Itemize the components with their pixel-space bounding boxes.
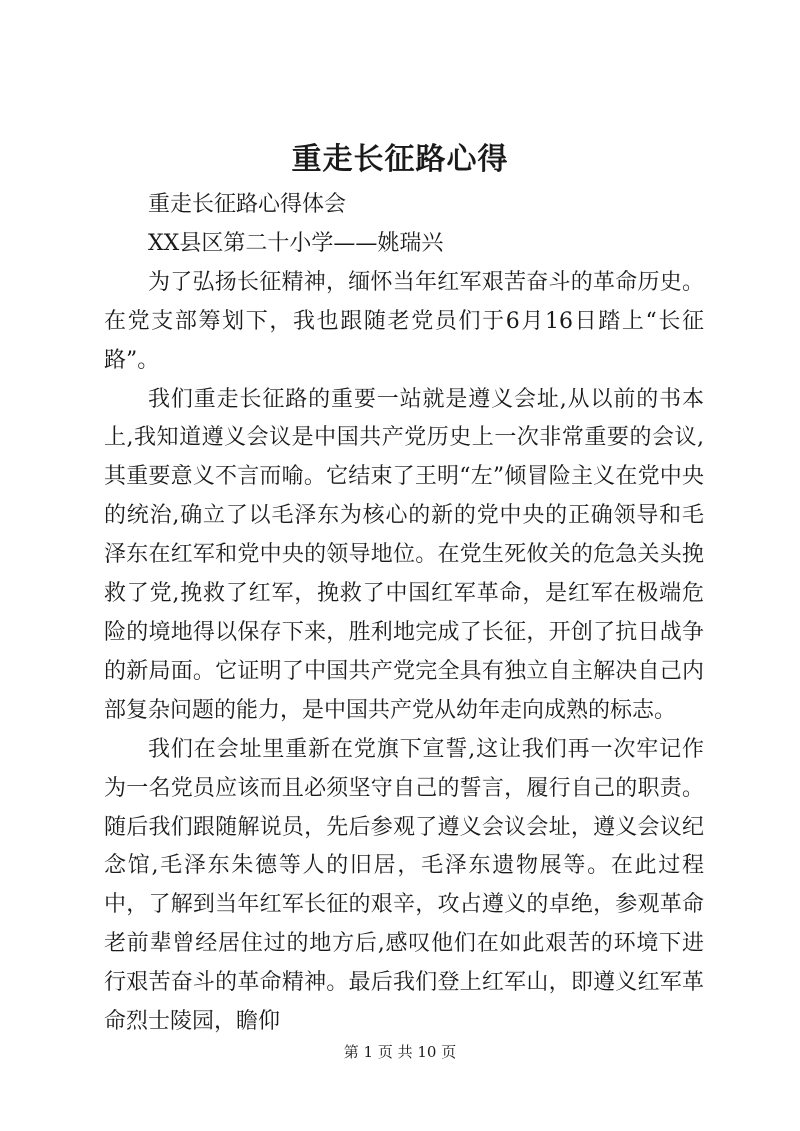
body-paragraph: 我们重走长征路的重要一站就是遵义会址,从以前的书本上,我知道遵义会议是中国共产党历史上一次非常重要的会议,其重要意义不言而喻。它结束了王明“左”倾冒险主义在党中央的统治,确立了以毛泽东为核心的新的党中央的正确领导和毛泽东在红军和党中央的领导地位。在党生死攸关的危急关头挽救了党,挽救了红军，挽救了中国红军革命，是红军在极端危险的境地得以保存下来，胜利地完成了长征，开创了抗日战争的新局面。它证明了中国共产党完全具有独立自主解决自己内部复杂问题的能力，是中国共产党从幼年走向成熟的标志。 <box>104 386 704 723</box>
author-paragraph: XX县区第二十小学——姚瑞兴 <box>148 230 444 256</box>
document-body <box>104 186 704 1042</box>
document-title: 重走长征路心得 <box>291 142 509 177</box>
body-paragraph: 我们在会址里重新在党旗下宣誓,这让我们再一次牢记作为一名党员应该而且必须坚守自己的誓言，履行自己的职责。随后我们跟随解说员，先后参观了遵义会议会址，遵义会议纪念馆,毛泽东朱德等人的旧居，毛泽东遗物展等。在此过程中，了解到当年红军长征的艰辛，攻占遵义的卓绝，参观革命老前辈曾经居住过的地方后,感叹他们在如此艰苦的环境下进行艰苦奋斗的革命精神。最后我们登上红军山，即遵义红军革命烈士陵园，瞻仰 <box>104 736 704 1035</box>
body-paragraph: 为了弘扬长征精神，缅怀当年红军艰苦奋斗的革命历史。在党支部筹划下，我也跟随老党员们于6月16日踏上“长征路”。 <box>104 269 704 373</box>
subtitle-paragraph: 重走长征路心得体会 <box>148 192 347 217</box>
page-number-footer: 第 1 页 共 10 页 <box>343 1043 457 1061</box>
